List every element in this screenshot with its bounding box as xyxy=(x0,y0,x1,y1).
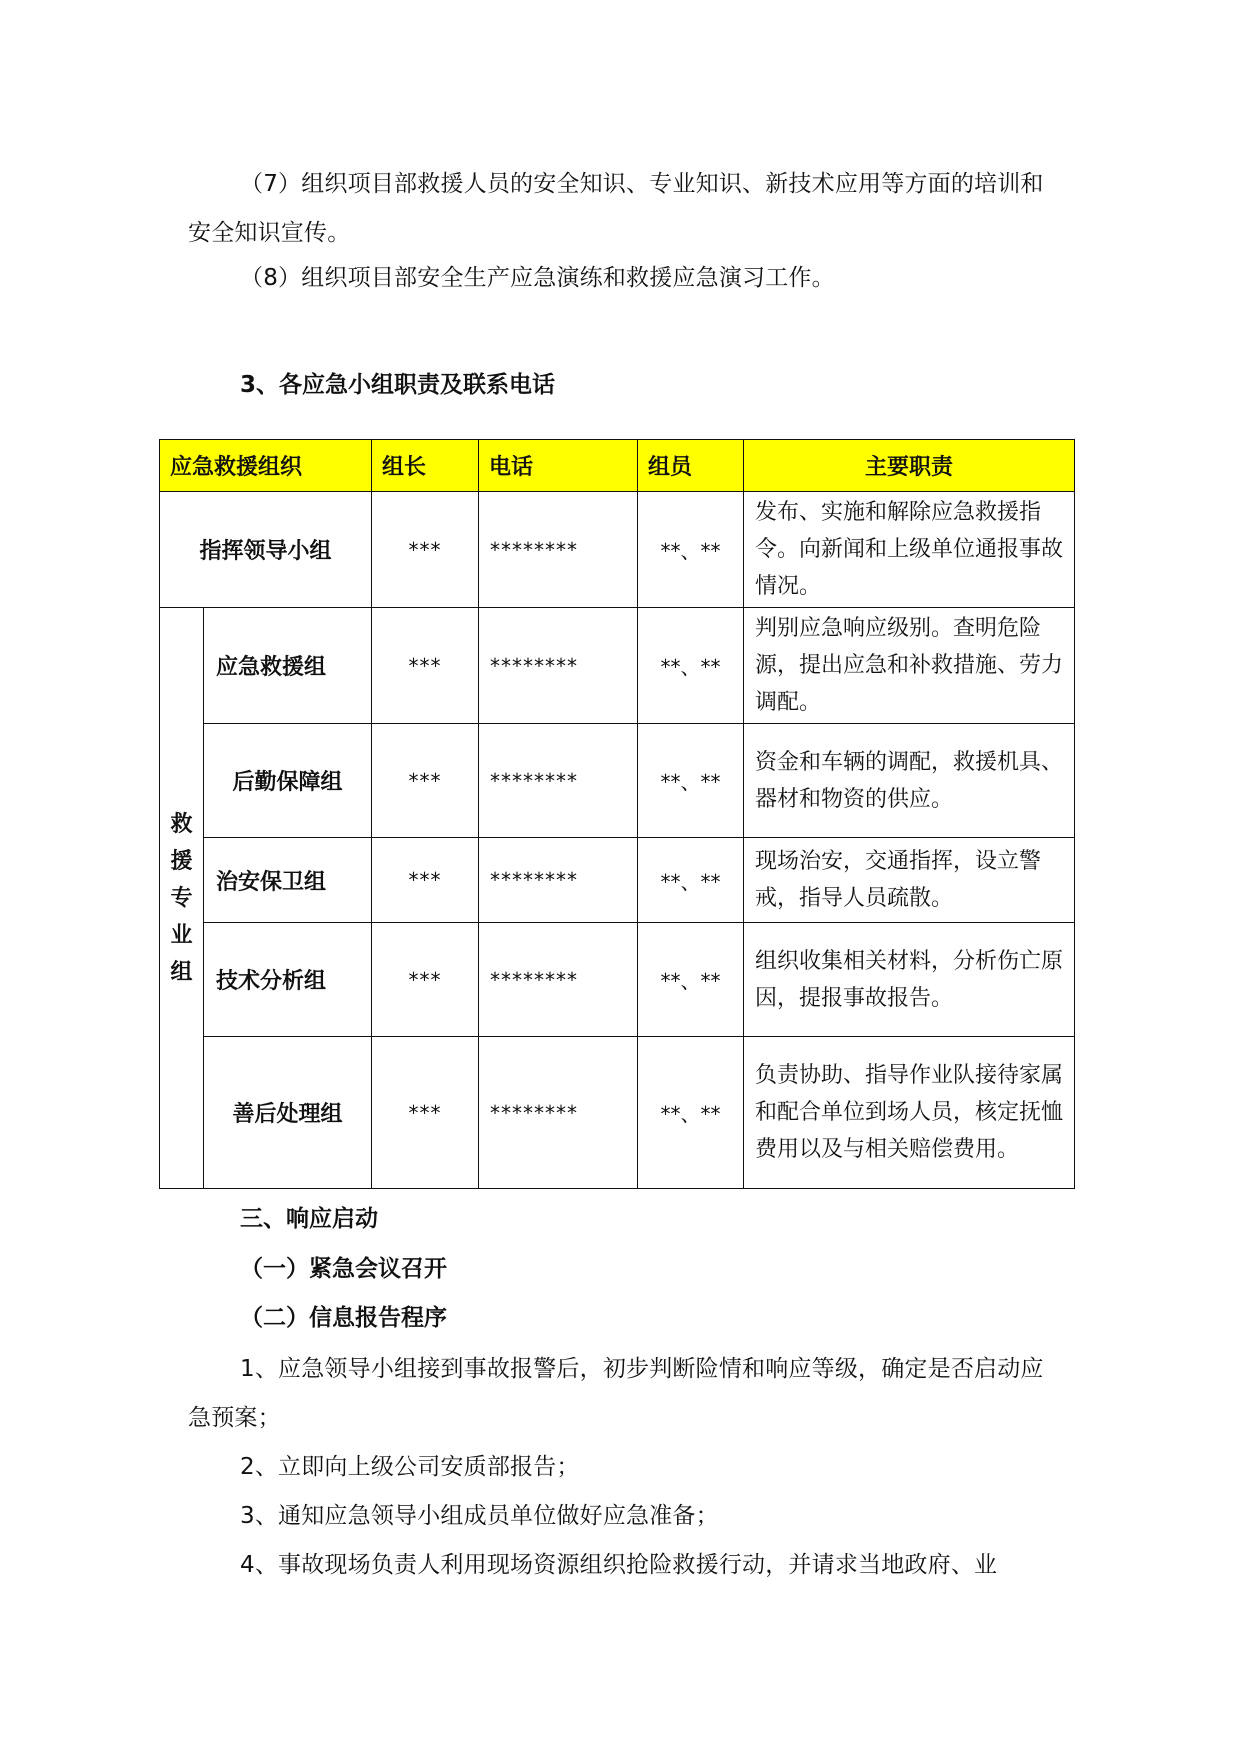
members-cell: **、** xyxy=(638,923,744,1037)
table-row xyxy=(160,838,1075,923)
group-name: 后勤保障组 xyxy=(204,724,372,838)
duties-cell: 负责协助、指导作业队接待家属和配合单位到场人员，核定抚恤费用以及与相关赔偿费用。 xyxy=(744,1037,1075,1189)
leader-cell: *** xyxy=(372,923,479,1037)
phone-cell: ******** xyxy=(479,492,638,608)
procedure-step-4: 4、事故现场负责人利用现场资源组织抢险救援行动，并请求当地政府、业 xyxy=(240,1552,998,1578)
members-cell: **、** xyxy=(638,1037,744,1189)
members-cell: **、** xyxy=(638,838,744,923)
procedure-step-1: 1、应急领导小组接到事故报警后，初步判断险情和响应等级，确定是否启动应急预案； xyxy=(188,1356,1044,1431)
leader-cell: *** xyxy=(372,492,479,608)
duty-table xyxy=(159,439,1075,1189)
section-heading-response: 三、响应启动 xyxy=(240,1206,378,1232)
duties-cell: 资金和车辆的调配，救援机具、器材和物资的供应。 xyxy=(744,724,1075,838)
group-name: 善后处理组 xyxy=(204,1037,372,1189)
group-name: 指挥领导小组 xyxy=(160,492,372,608)
group-name: 应急救援组 xyxy=(204,608,372,724)
members-cell: **、** xyxy=(638,608,744,724)
members-cell: **、** xyxy=(638,492,744,608)
procedure-step-2: 2、立即向上级公司安质部报告； xyxy=(240,1454,580,1480)
leader-cell: *** xyxy=(372,724,479,838)
group-name: 技术分析组 xyxy=(204,923,372,1037)
duties-cell: 发布、实施和解除应急救援指令。向新闻和上级单位通报事故情况。 xyxy=(744,492,1075,608)
leader-cell: *** xyxy=(372,838,479,923)
leader-cell: *** xyxy=(372,608,479,724)
phone-cell: ******** xyxy=(479,1037,638,1189)
merged-label-rescue-team: 救 援 专 业 组 xyxy=(160,608,204,1189)
procedure-step-3: 3、通知应急领导小组成员单位做好应急准备； xyxy=(240,1503,719,1529)
phone-cell: ******** xyxy=(479,608,638,724)
subheading-report-procedure: （二）信息报告程序 xyxy=(240,1305,447,1331)
members-cell: **、** xyxy=(638,724,744,838)
section-title: 3、各应急小组职责及联系电话 xyxy=(240,372,556,398)
table-row xyxy=(160,923,1075,1037)
duties-cell: 现场治安，交通指挥，设立警戒，指导人员疏散。 xyxy=(744,838,1075,923)
leader-cell: *** xyxy=(372,1037,479,1189)
header-duties: 主要职责 xyxy=(744,440,1075,492)
header-members: 组员 xyxy=(638,440,744,492)
duties-cell: 判别应急响应级别。查明危险源，提出应急和补救措施、劳力调配。 xyxy=(744,608,1075,724)
header-phone: 电话 xyxy=(479,440,638,492)
phone-cell: ******** xyxy=(479,923,638,1037)
header-org: 应急救援组织 xyxy=(160,440,372,492)
paragraph-item-8: （8）组织项目部安全生产应急演练和救援应急演习工作。 xyxy=(240,265,835,291)
paragraph-item-7: （7）组织项目部救援人员的安全知识、专业知识、新技术应用等方面的培训和安全知识宣传。 xyxy=(188,171,1044,246)
group-name: 治安保卫组 xyxy=(204,838,372,923)
table-row xyxy=(160,724,1075,838)
table-row xyxy=(160,1037,1075,1189)
table-row xyxy=(160,608,1075,724)
phone-cell: ******** xyxy=(479,724,638,838)
table-row xyxy=(160,492,1075,608)
header-leader: 组长 xyxy=(372,440,479,492)
table-header-row xyxy=(160,440,1075,492)
subheading-meeting: （一）紧急会议召开 xyxy=(240,1256,447,1282)
phone-cell: ******** xyxy=(479,838,638,923)
duties-cell: 组织收集相关材料，分析伤亡原因，提报事故报告。 xyxy=(744,923,1075,1037)
